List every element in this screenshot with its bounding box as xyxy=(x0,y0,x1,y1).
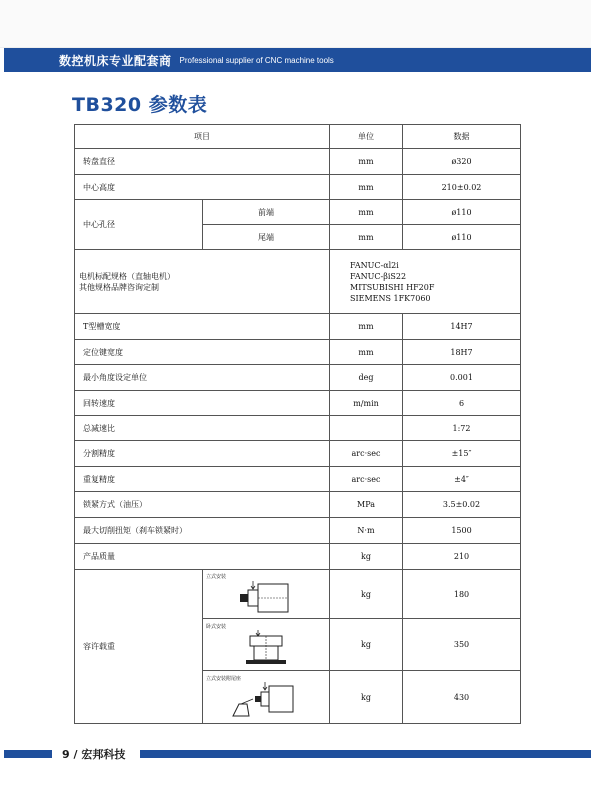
horizontal-mount-diagram-icon xyxy=(236,630,296,668)
table-row xyxy=(75,314,521,340)
table-row xyxy=(75,175,521,200)
row-unit: mm xyxy=(330,225,403,250)
row-value: 14H7 xyxy=(403,314,521,340)
table-row xyxy=(75,467,521,492)
row-item: 产品质量 xyxy=(75,544,330,570)
row-unit: mm xyxy=(330,149,403,175)
load-tailstock-label: 立式安装附尾座 xyxy=(206,676,242,682)
table-row xyxy=(75,365,521,391)
table-row xyxy=(75,250,521,314)
row-value: ø110 xyxy=(403,200,521,225)
row-unit: arc·sec xyxy=(330,467,403,492)
motor-item-line2: 其他规格品牌咨询定制 xyxy=(79,282,159,292)
table-row xyxy=(75,544,521,570)
load-tailstock-cell xyxy=(203,671,330,724)
footer-page-label: 9 / 宏邦科技 xyxy=(62,748,126,761)
motor-item xyxy=(75,250,330,314)
load-vertical-label: 立式安装 xyxy=(206,574,227,580)
load-vertical-cell xyxy=(203,570,330,619)
row-unit: deg xyxy=(330,365,403,391)
load-horizontal-label: 卧式安装 xyxy=(206,623,227,630)
row-value: 350 xyxy=(403,619,521,671)
row-unit: mm xyxy=(330,314,403,340)
row-unit: m/min xyxy=(330,391,403,416)
header-title-cn: 数控机床专业配套商 xyxy=(59,53,172,68)
table-row xyxy=(75,570,521,619)
row-item: T型槽宽度 xyxy=(75,314,330,340)
table-row xyxy=(75,149,521,175)
row-unit: mm xyxy=(330,200,403,225)
row-item: 总减速比 xyxy=(75,416,330,441)
table-row xyxy=(75,441,521,467)
row-unit: mm xyxy=(330,175,403,200)
row-unit: kg xyxy=(330,671,403,724)
row-value: 18H7 xyxy=(403,340,521,365)
footer-bar-left xyxy=(4,750,52,758)
table-header-row xyxy=(75,125,521,149)
load-horizontal-cell xyxy=(203,619,330,671)
row-value: ø320 xyxy=(403,149,521,175)
header-data: 数据 xyxy=(403,125,521,149)
motor-value: MITSUBISHI HF20F xyxy=(350,282,435,292)
header-item: 项目 xyxy=(75,125,330,149)
row-value: 0.001 xyxy=(403,365,521,391)
row-item: 定位键宽度 xyxy=(75,340,330,365)
row-value: 210 xyxy=(403,544,521,570)
row-item: 最大切削扭矩（刹车锁紧时） xyxy=(75,518,330,544)
row-unit: arc·sec xyxy=(330,441,403,467)
row-unit xyxy=(330,416,403,441)
row-value: 1500 xyxy=(403,518,521,544)
row-item: 分割精度 xyxy=(75,441,330,467)
row-unit: kg xyxy=(330,544,403,570)
header-title-en: Professional supplier of CNC machine tools xyxy=(179,55,334,65)
row-value: 430 xyxy=(403,671,521,724)
row-value: 210±0.02 xyxy=(403,175,521,200)
row-item: 回转速度 xyxy=(75,391,330,416)
row-item: 转盘直径 xyxy=(75,149,330,175)
row-item: 重复精度 xyxy=(75,467,330,492)
page-title: TB320 参数表 xyxy=(72,94,208,116)
row-value: 1:72 xyxy=(403,416,521,441)
vertical-mount-diagram-icon xyxy=(236,580,296,616)
table-row xyxy=(75,518,521,544)
table-row xyxy=(75,200,521,225)
row-unit: MPa xyxy=(330,492,403,518)
row-item: 中心孔径 xyxy=(75,200,203,250)
row-unit: N·m xyxy=(330,518,403,544)
row-value: 180 xyxy=(403,570,521,619)
tailstock-mount-diagram-icon xyxy=(229,682,303,720)
spec-table xyxy=(74,124,521,724)
header-bar xyxy=(4,48,591,72)
motor-value: SIEMENS 1FK7060 xyxy=(350,293,431,303)
table-row xyxy=(75,492,521,518)
motor-item-line1: 电机标配规格（直轴电机） xyxy=(79,271,175,281)
row-value: 6 xyxy=(403,391,521,416)
motor-value: FANUC-βiS22 xyxy=(350,271,407,281)
row-item: 最小角度设定单位 xyxy=(75,365,330,391)
row-item: 锁紧方式（油压） xyxy=(75,492,330,518)
row-unit: mm xyxy=(330,340,403,365)
table-row xyxy=(75,416,521,441)
row-value: 3.5±0.02 xyxy=(403,492,521,518)
motor-value: FANUC-αl2i xyxy=(350,260,399,270)
row-unit: kg xyxy=(330,619,403,671)
row-unit: kg xyxy=(330,570,403,619)
motor-values xyxy=(330,250,521,314)
header-unit: 单位 xyxy=(330,125,403,149)
header-band xyxy=(0,0,591,48)
row-subitem: 尾端 xyxy=(203,225,330,250)
table-row xyxy=(75,340,521,365)
footer-bar-right xyxy=(140,750,591,758)
row-item: 中心高度 xyxy=(75,175,330,200)
row-subitem: 前端 xyxy=(203,200,330,225)
row-item: 容许载重 xyxy=(75,570,203,724)
row-value: ±4″ xyxy=(403,467,521,492)
table-row xyxy=(75,391,521,416)
row-value: ±15″ xyxy=(403,441,521,467)
row-value: ø110 xyxy=(403,225,521,250)
